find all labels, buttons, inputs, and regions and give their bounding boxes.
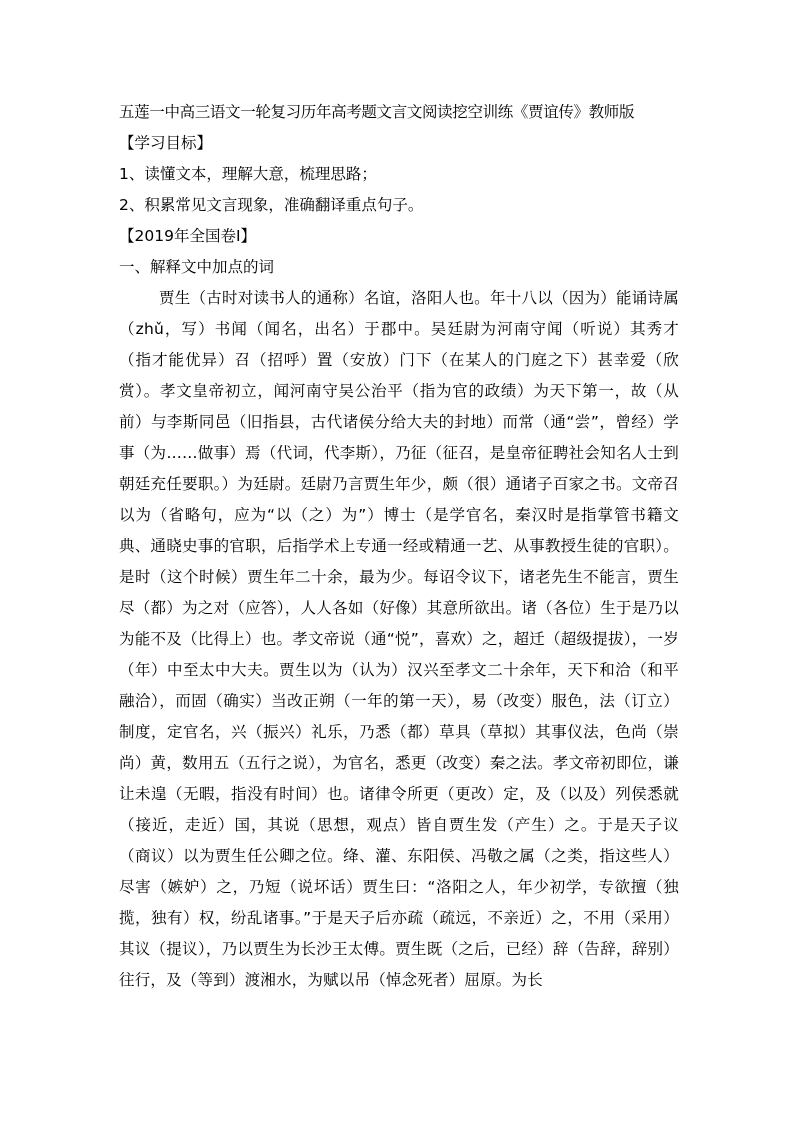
document-title: 五莲一中高三语文一轮复习历年高考题文言文阅读挖空训练《贾谊传》教师版 — [119, 103, 635, 121]
document-page — [119, 97, 679, 996]
objectives-heading: 【学习目标】 — [119, 134, 213, 152]
passage-text: 贾生（古时对读书人的通称）名谊，洛阳人也。年十八以（因为）能诵诗属（zhǔ，写）书闻（闻名，出名）于郡中。吴廷尉为河南守闻（听说）其秀才（指才能优异）召（招呼）置（安放）门下（在某人的门庭之下）甚幸爱（欣赏）。孝文皇帝初立，闻河南守吴公治平（指为官的政绩）为天下第一，故（从前）与李斯同邑（旧指县，古代诸侯分给大夫的封地）而常（通“尝”，曾经）学事（为……做事）焉（代词，代李斯），乃征（征召，是皇帝征聘社会知名人士到朝廷充任要职。）为廷尉。廷尉乃言贾生年少，颇（很）通诸子百家之书。文帝召以为（省略句，应为“以（之）为”）博士（是学官名，秦汉时是指掌管书籍文典、通晓史事的官职，后指学术上专通一经或精通一艺、从事教授生徒的官职）。是时（这个时候）贾生年二十余，最为少。每诏令议下，诸老先生不能言，贾生尽（都）为之对（应答），人人各如（好像）其意所欲出。诸（各位）生于是乃以为能不及（比得上）也。孝文帝说（通“悦”，喜欢）之，超迁（超级提拔），一岁（年）中至太中大夫。贾生以为（认为）汉兴至孝文二十余年，天下和洽（和平融洽），而固（确实）当改正朔（一年的第一天），易（改变）服色，法（订立）制度，定官名，兴（振兴）礼乐，乃悉（都）草具（草拟）其事仪法，色尚（崇尚）黄，数用五（五行之说），为官名，悉更（改变）秦之法。孝文帝初即位，谦让未遑（无暇，指没有时间）也。诸律令所更（更改）定，及（以及）列侯悉就（接近，走近）国，其说（思想，观点）皆自贾生发（产生）之。于是天子议（商议）以为贾生任公卿之位。绛、灌、东阳侯、冯敬之属（之类，指这些人）尽害（嫉妒）之，乃短（说坏话）贾生曰：“洛阳之人，年少初学，专欲擅（独揽，独有）权，纷乱诸事。”于是天子后亦疏（疏远，不亲近）之，不用（采用）其议（提议），乃以贾生为长沙王太傅。贾生既（之后，已经）辞（告辞，辞别）往行，及（等到）渡湘水，为赋以吊（悼念死者）屈原。为长 — [119, 289, 679, 989]
exam-heading: 【2019年全国卷Ⅰ】 — [119, 227, 257, 245]
objective-item-2: 2、积累常见文言现象，准确翻译重点句子。 — [119, 196, 424, 214]
section-heading: 一、解释文中加点的词 — [119, 258, 275, 276]
objective-item-1: 1、读懂文本，理解大意，梳理思路； — [119, 165, 377, 183]
